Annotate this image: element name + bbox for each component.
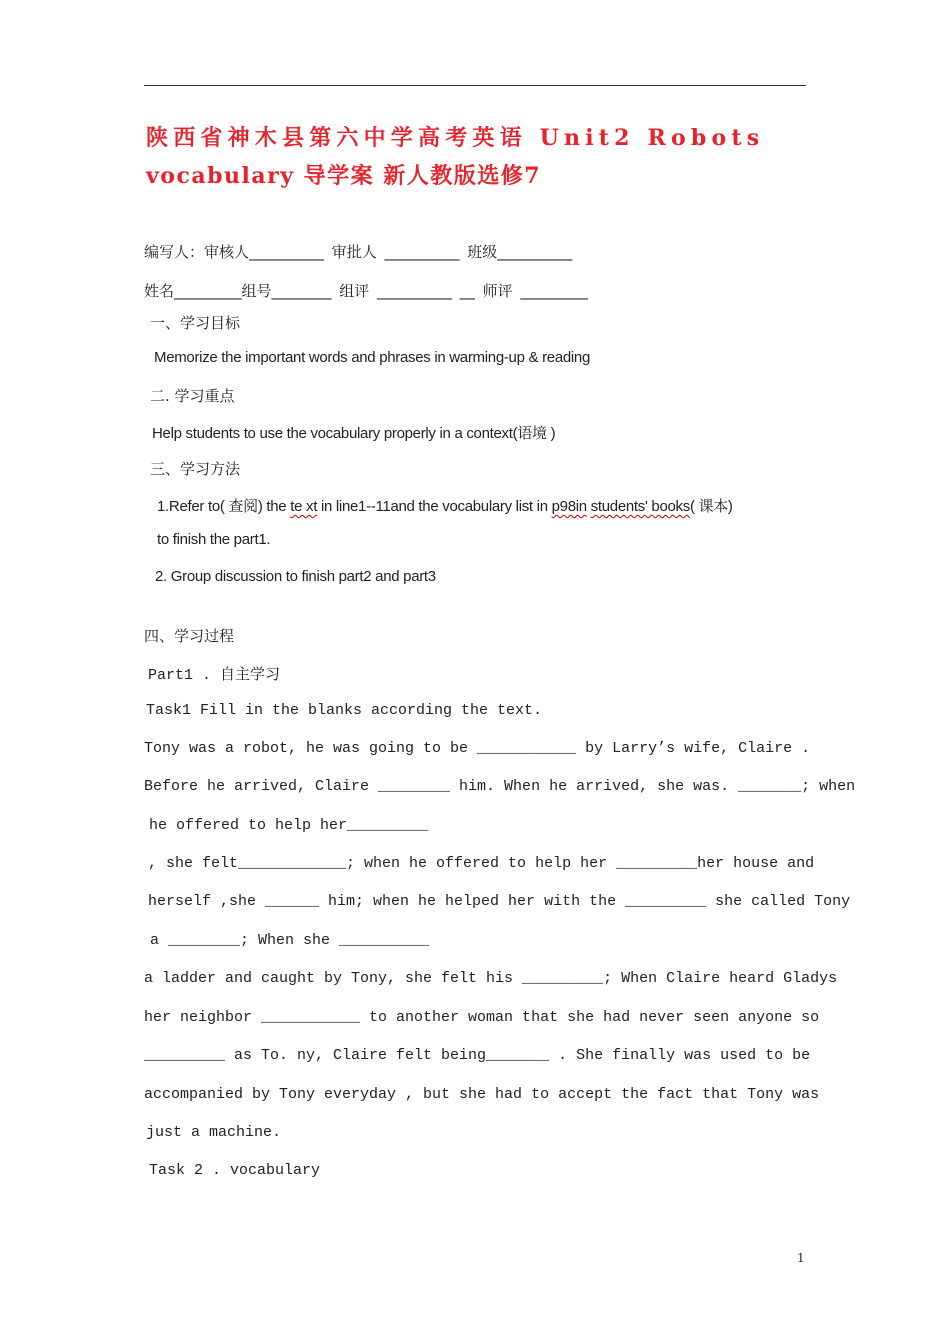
method-item-1-text-word: te xt — [290, 498, 318, 515]
passage-line: he offered to help her_________ — [149, 817, 429, 834]
method-item-1-part-c: in line1--11and the vocabulary list in — [317, 498, 552, 515]
method-item-1-page-ref: p98in — [551, 498, 587, 515]
part1-heading: Part1 . 自主学习 — [148, 667, 281, 684]
method-item-1-students-books: students' books — [590, 498, 690, 515]
passage-line: herself ,she ______ him; when he helped her with the _________ she called Tony — [148, 893, 851, 910]
section-heading-method: 三、学习方法 — [150, 460, 241, 478]
section-heading-focus: 二. 学习重点 — [150, 387, 235, 405]
section-heading-process: 四、学习过程 — [144, 627, 235, 645]
header-rule — [144, 85, 806, 86]
passage-line: her neighbor ___________ to another woman that she had never seen anyone so — [144, 1009, 820, 1026]
passage-line: a ________; When she __________ — [150, 932, 430, 949]
document-title-line-1: 陕西省神木县第六中学高考英语 Unit2 Robots — [146, 125, 765, 151]
method-item-1-part-a: 1.Refer to( 查阅) the — [157, 498, 291, 515]
method-item-2: 2. Group discussion to finish part2 and part3 — [155, 568, 436, 585]
passage-line: _________ as To. ny, Claire felt being_______ . She finally was used to be — [144, 1047, 811, 1064]
focus-text: Help students to use the vocabulary properly in a context(语境 ) — [152, 425, 556, 442]
objectives-text: Memorize the important words and phrases in warming-up & reading — [154, 349, 591, 366]
document-title-line-2: vocabulary 导学案 新人教版选修7 — [146, 163, 542, 189]
passage-line: Before he arrived, Claire ________ him. When he arrived, she was. _______; when — [144, 778, 856, 795]
task1-instruction: Task1 Fill in the blanks according the text. — [146, 702, 543, 719]
method-item-1-part-g: ( 课本) — [689, 498, 733, 515]
passage-line: a ladder and caught by Tony, she felt his _________; When Claire heard Gladys — [144, 970, 838, 987]
task2-heading: Task 2 . vocabulary — [149, 1162, 321, 1179]
section-heading-objectives: 一、学习目标 — [150, 314, 241, 332]
passage-line: , she felt____________; when he offered to help her _________her house and — [148, 855, 815, 872]
score-info-row: 姓名_________组号________ 组评 __________ __ 师评 _________ — [144, 282, 588, 300]
passage-line: Tony was a robot, he was going to be ___________ by Larry’s wife, Claire . — [144, 740, 811, 757]
page-number: 1 — [797, 1251, 805, 1265]
author-info-row: 编写人：审核人__________ 审批人 __________ 班级__________ — [144, 243, 573, 261]
passage-line: just a machine. — [146, 1124, 282, 1141]
method-item-1 — [157, 495, 733, 516]
passage-line: accompanied by Tony everyday , but she had to accept the fact that Tony was — [144, 1086, 820, 1103]
method-item-1-continued: to finish the part1. — [157, 531, 271, 548]
